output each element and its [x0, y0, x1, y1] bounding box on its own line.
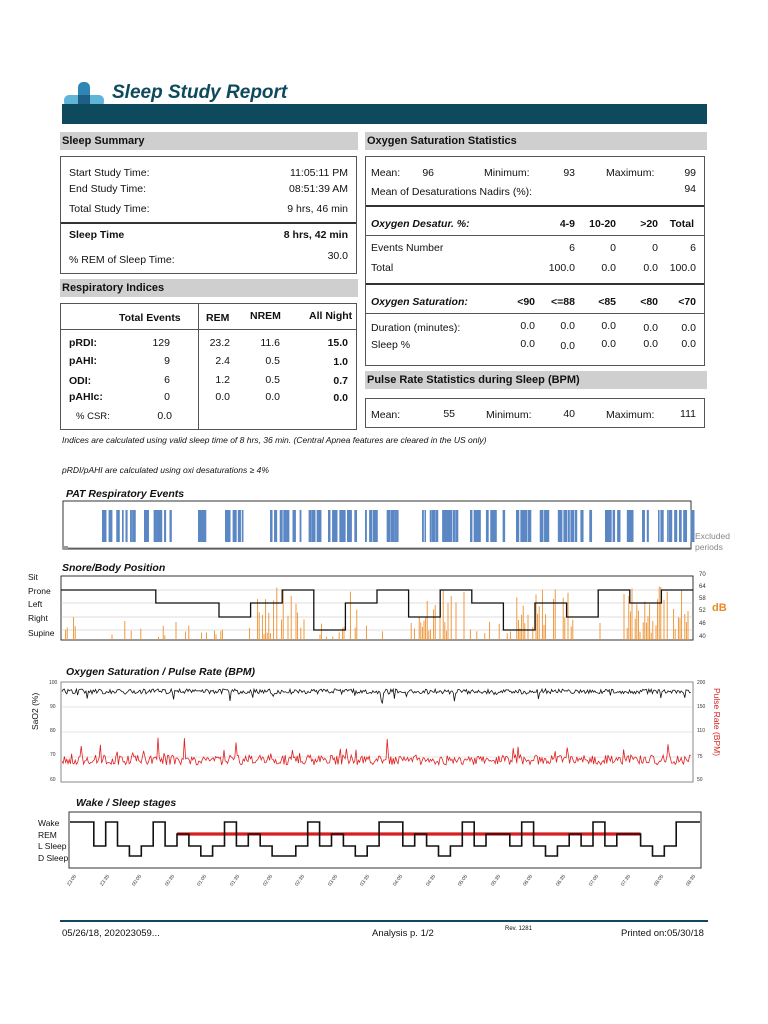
pat-event-bar	[430, 510, 432, 542]
oxy-min-value: 93	[563, 167, 575, 179]
time-tick-label: 00:05	[131, 873, 144, 888]
pat-event-bar	[104, 510, 106, 542]
time-tick-label: 05:05	[457, 873, 470, 888]
pat-event-bar	[560, 510, 562, 542]
pat-event-bar	[449, 510, 452, 542]
pat-event-bar	[116, 510, 119, 542]
dur-2: 0.0	[560, 320, 575, 332]
pulse-max-label: Maximum:	[606, 409, 655, 421]
pulse-tick-150: 150	[697, 704, 706, 710]
rem-label: % REM of Sleep Time:	[69, 254, 175, 266]
events-4: 6	[690, 242, 696, 254]
footer-rule	[60, 920, 708, 922]
sleep-3: 0.0	[601, 338, 616, 350]
pat-event-bar	[122, 510, 124, 542]
oxy-mean-value: 96	[422, 167, 434, 179]
pat-event-bar	[544, 510, 547, 542]
pat-event-bar	[667, 510, 669, 542]
snore-chart	[58, 574, 698, 644]
time-tick-label: 08:35	[685, 873, 698, 888]
sleep-1: 0.0	[520, 338, 535, 350]
excluded-period-marker	[63, 546, 68, 550]
dur-4: 0.0	[643, 322, 658, 334]
sleep-2: 0.0	[560, 340, 575, 352]
footer-date-id: 05/26/18, 202023059...	[62, 928, 160, 939]
pat-event-bar	[228, 510, 230, 542]
pat-event-bar	[470, 510, 472, 542]
pahic-total: 0	[164, 391, 170, 403]
pat-event-bar	[523, 510, 527, 542]
pat-event-bar	[660, 510, 663, 542]
pat-event-bar	[477, 510, 481, 542]
pat-event-bar	[516, 510, 519, 542]
oxy-nadir-value: 94	[684, 183, 696, 195]
sao2-tick-70: 70	[50, 752, 56, 758]
pat-event-bar	[447, 510, 449, 542]
pat-event-bar	[169, 510, 171, 542]
odi-total: 6	[164, 374, 170, 386]
pat-event-bar	[146, 510, 149, 542]
pat-event-bar	[314, 510, 316, 542]
stages-chart-title: Wake / Sleep stages	[76, 797, 177, 809]
sleep-time-label: Sleep Time	[69, 229, 125, 241]
pat-event-bar	[589, 510, 592, 542]
footer-printed: Printed on:05/30/18	[621, 928, 704, 939]
start-time-value: 11:05:11 PM	[290, 167, 348, 179]
pat-event-bar	[238, 510, 241, 542]
pat-event-bar	[613, 510, 615, 542]
stage-wake: Wake	[38, 818, 60, 828]
total-1: 100.0	[548, 262, 575, 274]
pat-event-bar	[455, 510, 458, 542]
oxygen-header: Oxygen Saturation Statistics	[365, 132, 707, 150]
pat-event-bar	[453, 510, 455, 542]
pat-event-bar	[339, 510, 343, 542]
pat-event-bar	[397, 510, 399, 542]
total-time-value: 9 hrs, 46 min	[287, 203, 348, 215]
time-tick-label: 02:35	[294, 873, 307, 888]
sleep-stage-chart	[66, 810, 706, 870]
pat-event-bar	[642, 510, 645, 542]
time-tick-label: 01:05	[196, 873, 209, 888]
dur-3: 0.0	[601, 320, 616, 332]
footer-page: Analysis p. 1/2	[372, 928, 434, 939]
pat-event-bar	[432, 510, 435, 542]
total-2: 0.0	[601, 262, 616, 274]
pat-event-bar	[287, 510, 289, 542]
sao2-tick-80: 80	[50, 728, 56, 734]
pat-event-bar	[164, 510, 166, 542]
odi-rem: 1.2	[215, 374, 230, 386]
pat-event-bar	[422, 510, 424, 542]
pat-event-bar	[619, 510, 621, 542]
pahi-all: 1.0	[333, 356, 348, 368]
pat-event-bar	[376, 510, 378, 542]
pulse-tick-50: 50	[697, 777, 703, 783]
pat-event-bar	[670, 510, 672, 542]
odi-label: ODI:	[69, 375, 92, 387]
pahi-total: 9	[164, 355, 170, 367]
time-tick-label: 04:05	[392, 873, 405, 888]
pat-event-bar	[503, 510, 506, 542]
pat-event-bar	[568, 510, 570, 542]
pahi-label: pAHI:	[69, 355, 97, 367]
sleep-4: 0.0	[643, 338, 658, 350]
prdi-total: 129	[152, 337, 170, 349]
pos-left: Left	[28, 599, 43, 609]
stage-light: L Sleep	[38, 841, 67, 851]
sat-h1: <90	[517, 296, 535, 308]
duration-label: Duration (minutes):	[371, 322, 461, 334]
pat-event-bar	[691, 510, 695, 542]
pat-event-bar	[395, 510, 397, 542]
pat-event-bar	[683, 510, 687, 542]
pat-event-bar	[658, 510, 660, 542]
total-4: 100.0	[669, 262, 696, 274]
pat-event-bar	[679, 510, 682, 542]
sleep-pct-label: Sleep %	[371, 339, 411, 351]
pat-event-bar	[540, 510, 542, 542]
excluded-label-1: Excluded	[695, 531, 730, 541]
pat-event-bar	[674, 510, 677, 542]
sleep-time-value: 8 hrs, 42 min	[283, 229, 348, 241]
pahic-nrem: 0.0	[265, 391, 280, 403]
pahic-rem: 0.0	[215, 391, 230, 403]
pat-event-bar	[424, 510, 426, 542]
db-tick-64: 64	[699, 584, 706, 590]
pat-event-bar	[270, 510, 273, 542]
pat-event-bar	[274, 510, 277, 542]
time-tick-label: 04:35	[424, 873, 437, 888]
page-title: Sleep Study Report	[112, 82, 288, 103]
pat-event-bar	[109, 510, 113, 542]
pat-event-bar	[283, 510, 287, 542]
note-indices: Indices are calculated using valid sleep time of 8 hrs, 36 min. (Central Apnea features are cleared in the US only)	[62, 435, 487, 445]
prdi-rem: 23.2	[209, 337, 230, 349]
oxy-max-value: 99	[684, 167, 696, 179]
oxy-min-label: Minimum:	[484, 167, 530, 179]
pat-event-bar	[627, 510, 630, 542]
pat-event-bar	[154, 510, 157, 542]
pat-event-bar	[580, 510, 583, 542]
pat-event-bar	[436, 510, 439, 542]
pat-event-bar	[369, 510, 372, 542]
desat-label: Oxygen Desatur. %:	[371, 218, 470, 230]
events-label: Events Number	[371, 242, 444, 254]
pat-chart	[60, 500, 695, 555]
sao2-tick-100: 100	[49, 680, 58, 686]
pat-event-bar	[292, 510, 295, 542]
sat-label: Oxygen Saturation:	[371, 296, 468, 308]
time-tick-label: 07:05	[587, 873, 600, 888]
sat-h2: <=88	[551, 296, 575, 308]
oxy-nadir-label: Mean of Desaturations Nadirs (%):	[371, 186, 533, 198]
divider	[61, 222, 356, 224]
note-prdi: pRDI/pAHI are calculated using oxi desaturations ≥ 4%	[62, 465, 269, 475]
sleep-summary-header: Sleep Summary	[60, 132, 358, 150]
oxy-mean-label: Mean:	[371, 167, 401, 179]
pat-event-bar	[242, 510, 244, 542]
pat-event-bar	[125, 510, 127, 542]
pat-event-bar	[632, 510, 634, 542]
pat-event-bar	[317, 510, 320, 542]
pat-event-bar	[157, 510, 161, 542]
time-tick-label: 00:35	[163, 873, 176, 888]
time-tick-label: 05:35	[489, 873, 502, 888]
pat-chart-title: PAT Respiratory Events	[66, 488, 185, 500]
oxy-chart-title: Oxygen Saturation / Pulse Rate (BPM)	[66, 666, 256, 678]
db-tick-46: 46	[699, 621, 706, 627]
snore-chart-title: Snore/Body Position	[62, 562, 166, 574]
pos-prone: Prone	[28, 586, 51, 596]
prdi-nrem: 11.6	[260, 337, 280, 349]
pahi-nrem: 0.5	[265, 355, 280, 367]
pat-event-bar	[387, 510, 389, 542]
pahic-all: 0.0	[333, 392, 348, 404]
pulse-mean-label: Mean:	[371, 409, 401, 421]
pat-event-bar	[486, 510, 489, 542]
pos-right: Right	[28, 613, 48, 623]
pulse-header: Pulse Rate Statistics during Sleep (BPM)	[365, 371, 707, 389]
pat-event-bar	[365, 510, 367, 542]
pulse-max-value: 111	[680, 408, 696, 420]
time-tick-label: 06:05	[522, 873, 535, 888]
pat-event-bar	[570, 510, 573, 542]
pat-event-bar	[202, 510, 206, 542]
dur-1: 0.0	[520, 320, 535, 332]
pat-event-bar	[300, 510, 302, 542]
stage-deep: D Sleep	[38, 853, 69, 863]
time-tick-label: 02:05	[261, 873, 274, 888]
time-tick-label: 06:35	[555, 873, 568, 888]
time-tick-label: 07:35	[620, 873, 633, 888]
total-label: Total	[371, 262, 394, 274]
sao2-tick-90: 90	[50, 704, 56, 710]
pulse-tick-200: 200	[697, 680, 706, 686]
pulse-min-label: Minimum:	[486, 409, 532, 421]
sat-h3: <85	[598, 296, 616, 308]
time-tick-label: 03:05	[326, 873, 339, 888]
end-time-value: 08:51:39 AM	[289, 183, 348, 195]
pat-event-bar	[132, 510, 134, 542]
time-tick-label: 08:05	[652, 873, 665, 888]
time-tick-label: 01:35	[229, 873, 242, 888]
pat-event-bar	[490, 510, 494, 542]
desat-h1: 4-9	[559, 218, 575, 230]
db-tick-70: 70	[699, 572, 706, 578]
pat-event-bar	[347, 510, 350, 542]
header-band	[62, 104, 707, 124]
pulse-mean-value: 55	[443, 408, 455, 420]
sao2-tick-60: 60	[50, 777, 56, 783]
end-time-label: End Study Time:	[69, 183, 147, 195]
db-axis-label: dB	[712, 602, 727, 614]
pat-event-bar	[343, 510, 346, 542]
resp-header-allnight: All Night	[309, 310, 353, 322]
sat-h4: <80	[640, 296, 658, 308]
resp-header-total: Total Events	[119, 312, 181, 324]
footer-rev: Rev. 1281	[505, 926, 532, 932]
db-tick-52: 52	[699, 608, 706, 614]
pulse-axis-label: Pulse Rate (BPM)	[712, 688, 722, 757]
events-2: 0	[610, 242, 616, 254]
prdi-all: 15.0	[327, 337, 348, 349]
rem-value: 30.0	[327, 250, 348, 262]
pulse-min-value: 40	[563, 408, 575, 420]
desat-h3: >20	[640, 218, 658, 230]
stage-rem: REM	[38, 830, 57, 840]
pat-event-bar	[225, 510, 229, 542]
excluded-label-2: periods	[695, 542, 723, 552]
pat-event-bar	[334, 510, 336, 542]
desat-h2: 10-20	[589, 218, 616, 230]
oxy-max-label: Maximum:	[606, 167, 655, 179]
pat-event-bar	[130, 510, 132, 542]
time-tick-label: 23:35	[98, 873, 111, 888]
time-tick-label: 23:05	[66, 873, 79, 888]
odi-nrem: 0.5	[265, 374, 280, 386]
desat-h4: Total	[669, 218, 694, 230]
total-3: 0.0	[643, 262, 658, 274]
csr-label: % CSR:	[76, 411, 110, 422]
csr-value: 0.0	[157, 410, 172, 422]
resp-header-rem: REM	[206, 312, 230, 324]
pulse-tick-110: 110	[697, 728, 705, 734]
pat-event-bar	[605, 510, 608, 542]
pat-event-bar	[608, 510, 612, 542]
respiratory-header: Respiratory Indices	[60, 279, 358, 297]
pahi-rem: 2.4	[215, 355, 230, 367]
oxy-pulse-chart	[58, 680, 696, 784]
events-1: 6	[569, 242, 575, 254]
pat-event-bar	[647, 510, 649, 542]
start-time-label: Start Study Time:	[69, 167, 150, 179]
pos-supine: Supine	[28, 628, 55, 638]
pat-event-bar	[474, 510, 478, 542]
sat-h5: <70	[678, 296, 696, 308]
pahic-label: pAHIc:	[69, 391, 103, 403]
db-tick-58: 58	[699, 596, 706, 602]
total-time-label: Total Study Time:	[69, 203, 150, 215]
pos-sit: Sit	[28, 572, 38, 582]
pat-event-bar	[563, 510, 567, 542]
pat-event-bar	[575, 510, 577, 542]
events-3: 0	[652, 242, 658, 254]
db-tick-40: 40	[699, 634, 706, 640]
pat-event-bar	[309, 510, 311, 542]
pat-event-bar	[529, 510, 531, 542]
resp-header-nrem: NREM	[250, 310, 281, 322]
prdi-label: pRDI:	[69, 337, 97, 349]
dur-5: 0.0	[681, 322, 696, 334]
sleep-5: 0.0	[681, 338, 696, 350]
pat-event-bar	[280, 510, 283, 542]
pat-event-bar	[391, 510, 394, 542]
pat-event-bar	[198, 510, 201, 542]
time-tick-label: 03:35	[359, 873, 372, 888]
pat-event-bar	[235, 510, 237, 542]
sao2-axis-label: SaO2 (%)	[30, 692, 40, 730]
pat-event-bar	[354, 510, 357, 542]
pat-event-bar	[328, 510, 330, 542]
odi-all: 0.7	[333, 375, 348, 387]
pulse-tick-75: 75	[697, 754, 703, 760]
